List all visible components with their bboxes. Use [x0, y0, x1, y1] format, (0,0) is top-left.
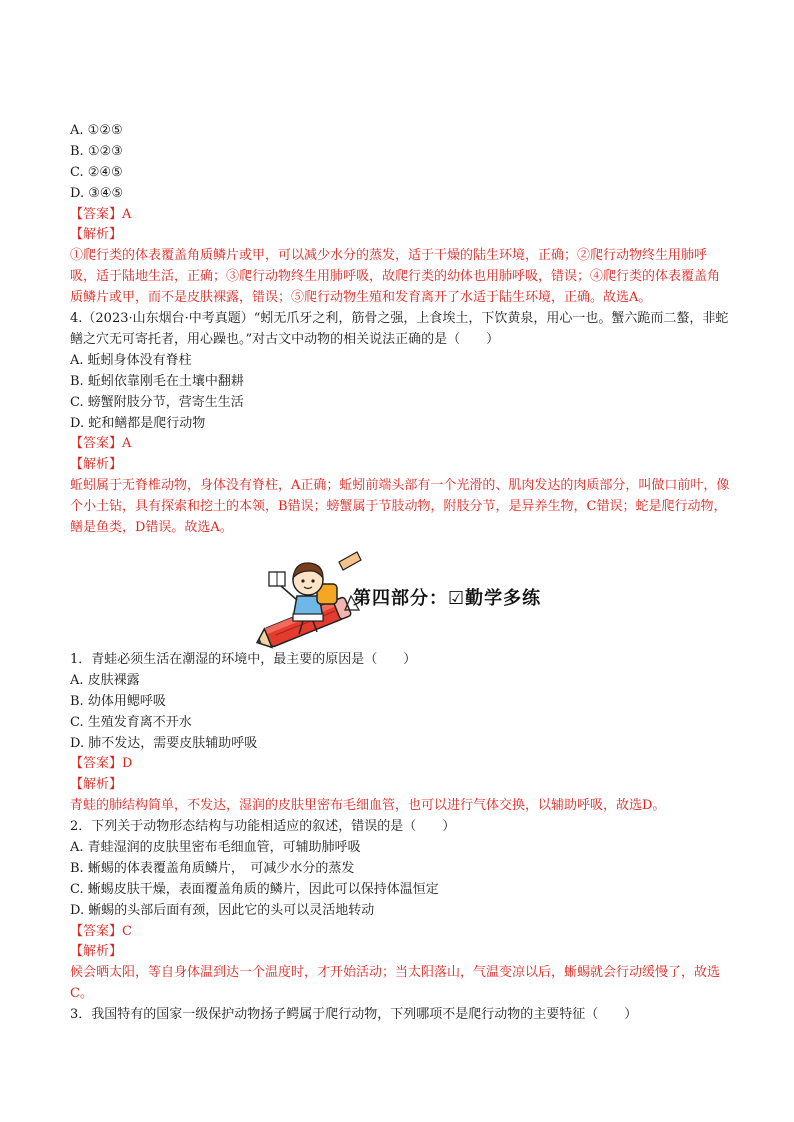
analysis-text: 青蛙的肺结构简单，不发达，湿润的皮肤里密布毛细血管，也可以进行气体交换，以辅助呼吸，故选D。 — [70, 798, 666, 814]
section-title: 第四部分：☑勤学多练 — [353, 587, 542, 609]
section-banner — [70, 542, 730, 650]
option-d: D. 蛇和鳝都是爬行动物 — [70, 415, 206, 431]
analysis-label: 【解析】 — [70, 227, 123, 243]
practice-question-1 — [70, 650, 730, 817]
answer-label: 【答案】A — [70, 206, 132, 222]
option-d: D. ③④⑤ — [70, 185, 124, 201]
option-a: A. ①②⑤ — [70, 123, 123, 138]
answer-label: 【答案】A — [70, 436, 132, 452]
question-4 — [70, 309, 730, 539]
student-on-pencil-icon — [253, 544, 363, 649]
answer-label: 【答案】C — [70, 923, 132, 939]
question-stem: 3．我国特有的国家一级保护动物扬子鳄属于爬行动物，下列哪项不是爬行动物的主要特征（ ） — [70, 1007, 638, 1023]
question-stem: 1．青蛙必须生活在潮湿的环境中，最主要的原因是（ ） — [70, 651, 417, 667]
question-3-tail — [70, 121, 730, 309]
question-stem: 2．下列关于动物形态结构与功能相适应的叙述，错误的是（ ） — [70, 819, 456, 835]
option-b: B. 蚯蚓依靠刚毛在土壤中翻耕 — [70, 373, 244, 389]
option-c: C. ②④⑤ — [70, 164, 123, 180]
option-b: B. ①②③ — [70, 143, 123, 159]
option-a: A. 皮肤裸露 — [70, 672, 140, 688]
option-a: A. 蚯蚓身体没有脊柱 — [70, 352, 192, 368]
analysis-text: ①爬行类的体表覆盖角质鳞片或甲，可以减少水分的蒸发，适于干燥的陆生环境，正确；②爬行动物终生用肺呼吸，适于陆地生活，正确；③爬行动物终生用肺呼吸，故爬行类的幼体也用肺呼吸，错误；④爬行类的体表覆盖角质鳞片或甲，而不是皮肤裸露，错误；⑤爬行动物生殖和发育离开了水适于陆生环境，正确。故选A。 — [70, 248, 721, 306]
practice-question-2 — [70, 817, 730, 1005]
option-d: D. 蜥蜴的头部后面有颈，因此它的头可以灵活地转动 — [70, 902, 375, 918]
analysis-text: 候会晒太阳，等自身体温到达一个温度时，才开始活动；当太阳落山，气温变凉以后，蜥蜴就会行动缓慢了，故选C。 — [70, 965, 721, 1002]
analysis-label: 【解析】 — [70, 777, 123, 793]
option-c: C. 蜥蜴皮肤干燥，表面覆盖角质的鳞片，因此可以保持体温恒定 — [70, 881, 439, 897]
document-page — [70, 121, 730, 1026]
answer-label: 【答案】D — [70, 756, 133, 772]
option-a: A. 青蛙湿润的皮肤里密布毛细血管，可辅助肺呼吸 — [70, 839, 361, 855]
option-c: C. 生殖发育离不开水 — [70, 714, 192, 730]
practice-question-3 — [70, 1005, 730, 1026]
analysis-text: 蚯蚓属于无脊椎动物，身体没有脊柱，A正确；蚯蚓前端头部有一个光滑的、肌肉发达的肉质部分，叫做口前叶，像个小土钻，具有探索和挖土的本领，B错误；螃蟹属于节肢动物，附肢分节，是异养生物，C错误；蛇是爬行动物，鳝是鱼类，D错误。故选A。 — [70, 478, 730, 536]
analysis-label: 【解析】 — [70, 944, 123, 960]
option-c: C. 螃蟹附肢分节，营寄生生活 — [70, 394, 244, 410]
option-b: B. 幼体用鳃呼吸 — [70, 693, 166, 709]
analysis-label: 【解析】 — [70, 457, 123, 473]
option-b: B. 蜥蜴的体表覆盖角质鳞片， 可减少水分的蒸发 — [70, 860, 355, 876]
option-d: D. 肺不发达，需要皮肤辅助呼吸 — [70, 735, 258, 751]
question-stem: 4.（2023·山东烟台·中考真题）“蚓无爪牙之利，筋骨之强，上食埃土，下饮黄泉，用心一也。蟹六跪而二螯，非蛇鳝之穴无可寄托者，用心躁也。”对古文中动物的相关说法正确的是（ ） — [70, 311, 729, 347]
